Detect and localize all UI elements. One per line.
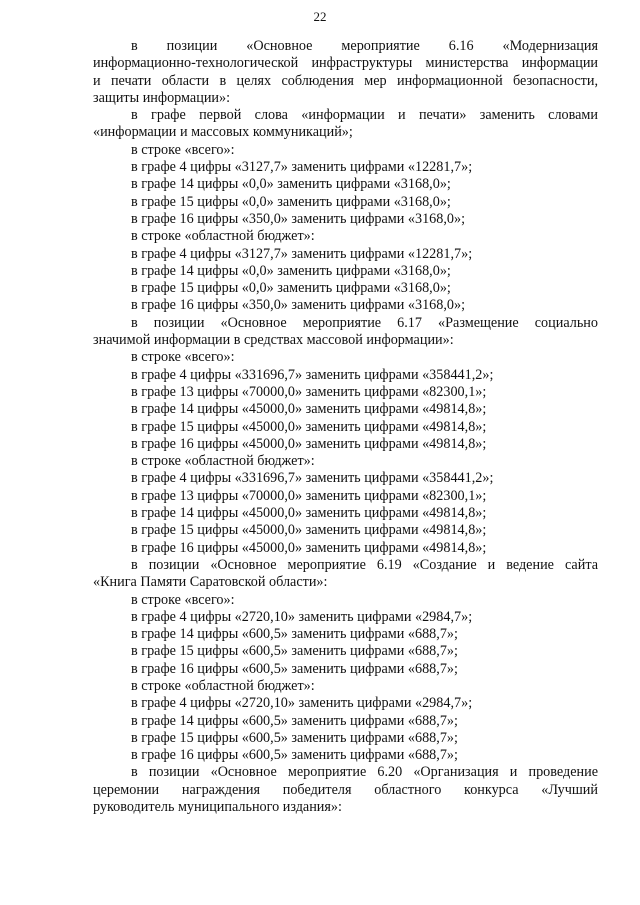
text-line: в графе 14 цифры «0,0» заменить цифрами «3168,0»; <box>131 176 451 193</box>
text-line: церемонии награждения победителя областного конкурса «Лучший <box>93 781 598 798</box>
text-line: в графе 13 цифры «70000,0» заменить цифрами «82300,1»; <box>131 383 487 400</box>
text-line: в графе 14 цифры «600,5» заменить цифрами «688,7»; <box>131 626 458 643</box>
text-line: в графе 15 цифры «0,0» заменить цифрами «3168,0»; <box>131 280 451 297</box>
text-line: в графе 4 цифры «331696,7» заменить цифрами «358441,2»; <box>131 366 494 383</box>
text-line: значимой информации в средствах массовой информации»: <box>93 332 454 349</box>
text-line: в графе первой слова «информации и печати» заменить словами <box>131 107 598 124</box>
text-line: и печати области в целях соблюдения мер информационной безопасности, <box>93 72 598 89</box>
text-line: в графе 16 цифры «45000,0» заменить цифрами «49814,8»; <box>131 435 487 452</box>
text-line: в графе 16 цифры «45000,0» заменить цифрами «49814,8»; <box>131 539 487 556</box>
text-line: в графе 16 цифры «600,5» заменить цифрами «688,7»; <box>131 747 458 764</box>
text-line: в графе 14 цифры «45000,0» заменить цифрами «49814,8»; <box>131 505 487 522</box>
document-body <box>93 38 598 816</box>
text-line: в позиции «Основное мероприятие 6.17 «Размещение социально <box>131 314 598 331</box>
text-line: в графе 4 цифры «331696,7» заменить цифрами «358441,2»; <box>131 470 494 487</box>
text-line: «Книга Памяти Саратовской области»: <box>93 574 328 591</box>
text-line: в графе 16 цифры «600,5» заменить цифрами «688,7»; <box>131 660 458 677</box>
text-line: в графе 16 цифры «350,0» заменить цифрами «3168,0»; <box>131 297 466 314</box>
text-line: руководитель муниципального издания»: <box>93 799 342 816</box>
text-line: в графе 4 цифры «3127,7» заменить цифрами «12281,7»; <box>131 245 473 262</box>
text-line: в графе 14 цифры «600,5» заменить цифрами «688,7»; <box>131 712 458 729</box>
text-line: в графе 15 цифры «45000,0» заменить цифрами «49814,8»; <box>131 418 487 435</box>
text-line: в графе 4 цифры «3127,7» заменить цифрами «12281,7»; <box>131 159 473 176</box>
text-line: в графе 14 цифры «45000,0» заменить цифрами «49814,8»; <box>131 401 487 418</box>
text-line: информационно-технологической инфраструктуры министерства информации <box>93 55 598 72</box>
text-line: в строке «всего»: <box>131 141 235 158</box>
text-line: в строке «всего»: <box>131 591 235 608</box>
text-line: в графе 15 цифры «600,5» заменить цифрами «688,7»; <box>131 729 458 746</box>
page-number: 22 <box>313 9 327 24</box>
text-line: в строке «всего»: <box>131 349 235 366</box>
text-line: в графе 15 цифры «600,5» заменить цифрами «688,7»; <box>131 643 458 660</box>
text-line: в позиции «Основное мероприятие 6.16 «Модернизация <box>131 38 598 54</box>
text-line: в графе 4 цифры «2720,10» заменить цифрами «2984,7»; <box>131 608 473 625</box>
text-line: защиты информации»: <box>93 89 231 106</box>
text-line: в позиции «Основное мероприятие 6.20 «Организация и проведение <box>131 764 598 781</box>
text-line: в строке «областной бюджет»: <box>131 677 315 694</box>
text-line: в строке «областной бюджет»: <box>131 228 315 245</box>
text-line: в графе 14 цифры «0,0» заменить цифрами «3168,0»; <box>131 262 451 279</box>
text-line: в строке «областной бюджет»: <box>131 453 315 470</box>
text-line: в графе 13 цифры «70000,0» заменить цифрами «82300,1»; <box>131 487 487 504</box>
text-line: «информации и массовых коммуникаций»; <box>93 124 353 141</box>
text-line: в графе 15 цифры «0,0» заменить цифрами «3168,0»; <box>131 193 451 210</box>
text-line: в графе 15 цифры «45000,0» заменить цифрами «49814,8»; <box>131 522 487 539</box>
text-line: в графе 16 цифры «350,0» заменить цифрами «3168,0»; <box>131 210 466 227</box>
text-line: в позиции «Основное мероприятие 6.19 «Создание и ведение сайта <box>131 556 598 573</box>
text-line: в графе 4 цифры «2720,10» заменить цифрами «2984,7»; <box>131 695 473 712</box>
